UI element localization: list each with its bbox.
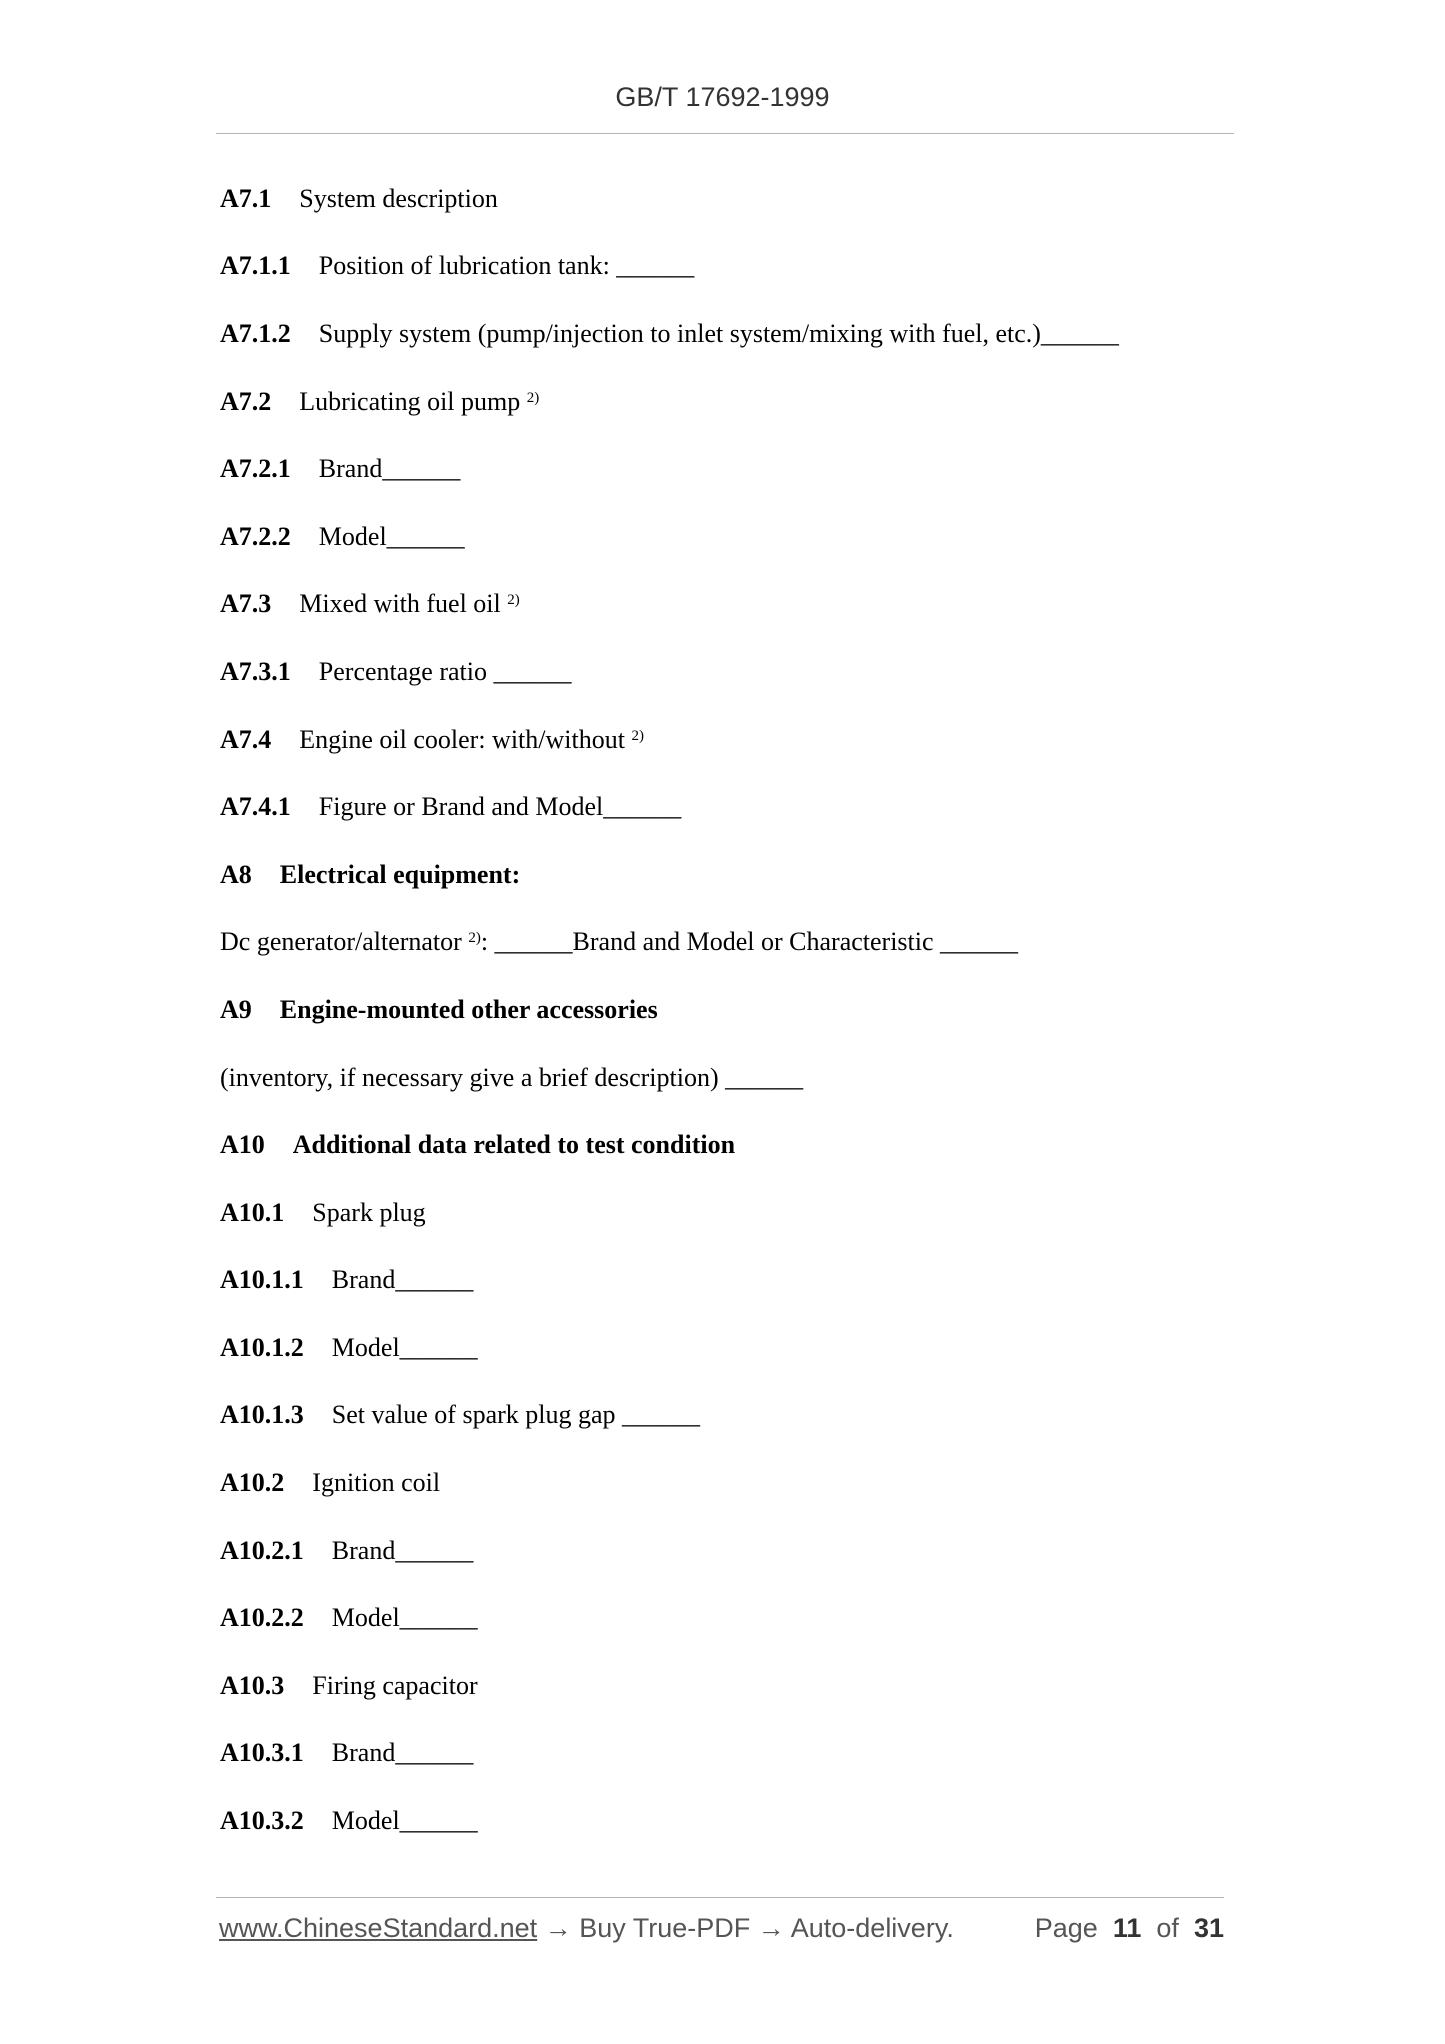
clause-a7-2-2 [220, 503, 1220, 571]
clause-number: A10.3.1 [220, 1738, 304, 1768]
clause-text: (inventory, if necessary give a brief description) ______ [220, 1062, 804, 1092]
clause-text: Spark plug [312, 1197, 426, 1227]
clause-text: Position of lubrication tank: ______ [318, 251, 695, 281]
clause-a7-4-1 [220, 773, 1220, 841]
clause-a10-1-3 [220, 1382, 1220, 1450]
clause-text: System description [299, 183, 498, 213]
clause-text: Brand______ [331, 1265, 474, 1295]
clause-text: Set value of spark plug gap ______ [331, 1400, 701, 1430]
section-heading: Additional data related to test condition [292, 1130, 736, 1160]
clause-a7-1-2 [220, 300, 1220, 368]
clause-a7-1-1 [220, 233, 1220, 301]
document-header-title: GB/T 17692-1999 [615, 82, 830, 112]
clause-number: A7.1.1 [220, 251, 291, 281]
clause-number: A10.2 [220, 1468, 285, 1498]
clause-number: A10.1.2 [220, 1332, 304, 1362]
clause-number: A7.3.1 [220, 656, 291, 686]
section-number: A10 [220, 1130, 265, 1160]
footer-divider [216, 1897, 1224, 1898]
clause-number: A7.2.2 [220, 521, 291, 551]
clause-number: A7.4.1 [220, 792, 291, 822]
clause-number: A7.2.1 [220, 454, 291, 484]
clause-a10-3 [220, 1652, 1220, 1720]
clause-text: Brand______ [331, 1535, 474, 1565]
clause-text: Figure or Brand and Model______ [318, 792, 682, 822]
site-link[interactable]: www.ChineseStandard.net [219, 1913, 538, 1943]
clause-a7-1 [220, 165, 1220, 233]
clause-a10-2-1 [220, 1517, 1220, 1585]
section-heading: Electrical equipment: [279, 859, 521, 889]
clause-a7-4: A7.4 Engine oil cooler: with/without $^{2)}$ [220, 724, 644, 754]
generator-line: Dc generator/alternator $^{2)}$ : ______Brand and Model or Characteristic ______ [220, 927, 1019, 957]
header-divider [216, 133, 1234, 134]
clause-number: A7.1.2 [220, 318, 291, 348]
clause-number: A10.3.2 [220, 1806, 304, 1836]
clause-text: Mixed with fuel oil [299, 589, 501, 619]
clause-text: Model______ [331, 1806, 478, 1836]
clause-text: Model______ [331, 1332, 478, 1362]
clause-text-continued: : ______Brand and Model or Characteristic ______ [480, 927, 1019, 957]
clause-a7-3-1 [220, 638, 1220, 706]
section-a9 [220, 976, 1220, 1044]
clause-text: Firing capacitor [312, 1670, 478, 1700]
clause-text: Brand______ [318, 454, 461, 484]
clause-a7-2-1 [220, 435, 1220, 503]
clause-a7-3: A7.3 Mixed with fuel oil $^{2)}$ [220, 589, 520, 619]
clause-a10-2-2 [220, 1584, 1220, 1652]
document-body [220, 165, 1220, 1855]
section-heading: Engine-mounted other accessories [279, 994, 658, 1024]
inventory-line [220, 1044, 1220, 1112]
clause-text: Model______ [318, 521, 465, 551]
clause-a10-2 [220, 1449, 1220, 1517]
footer-promo [219, 1913, 954, 1944]
clause-a10-1-2 [220, 1314, 1220, 1382]
section-number: A8 [220, 859, 252, 889]
clause-number: A7.2 [220, 386, 272, 416]
page-indicator [1035, 1913, 1224, 1944]
clause-number: A10.3 [220, 1670, 285, 1700]
promo-text: → Buy True-PDF → Auto-delivery. [537, 1913, 954, 1943]
clause-number: A10.1.1 [220, 1265, 304, 1295]
clause-a7-2: A7.2 Lubricating oil pump $^{2)}$ [220, 386, 540, 416]
clause-text: Supply system (pump/injection to inlet system/mixing with fuel, etc.)______ [318, 318, 1119, 348]
page-of: of [1156, 1913, 1179, 1943]
clause-text: Model______ [331, 1603, 478, 1633]
clause-number: A10.1.3 [220, 1400, 304, 1430]
page-current: 11 [1112, 1913, 1142, 1943]
clause-text: Dc generator/alternator [220, 927, 462, 957]
page-footer [219, 1913, 1224, 1944]
clause-text: Percentage ratio ______ [318, 656, 572, 686]
section-a10 [220, 1111, 1220, 1179]
clause-text: Ignition coil [312, 1468, 441, 1498]
clause-text: Brand______ [331, 1738, 474, 1768]
section-number: A9 [220, 994, 252, 1024]
clause-number: A7.1 [220, 183, 272, 213]
clause-number: A10.2.1 [220, 1535, 304, 1565]
page-total: 31 [1193, 1913, 1224, 1943]
clause-number: A10.1 [220, 1197, 285, 1227]
clause-a10-3-1 [220, 1720, 1220, 1788]
clause-number: A7.4 [220, 724, 272, 754]
clause-number: A10.2.2 [220, 1603, 304, 1633]
clause-number: A7.3 [220, 589, 272, 619]
clause-a10-1-1 [220, 1247, 1220, 1315]
clause-text: Engine oil cooler: with/without [299, 724, 625, 754]
clause-a10-3-2 [220, 1787, 1220, 1855]
page-label: Page [1034, 1913, 1098, 1943]
clause-a10-1 [220, 1179, 1220, 1247]
section-a8 [220, 841, 1220, 909]
clause-text: Lubricating oil pump [299, 386, 521, 416]
